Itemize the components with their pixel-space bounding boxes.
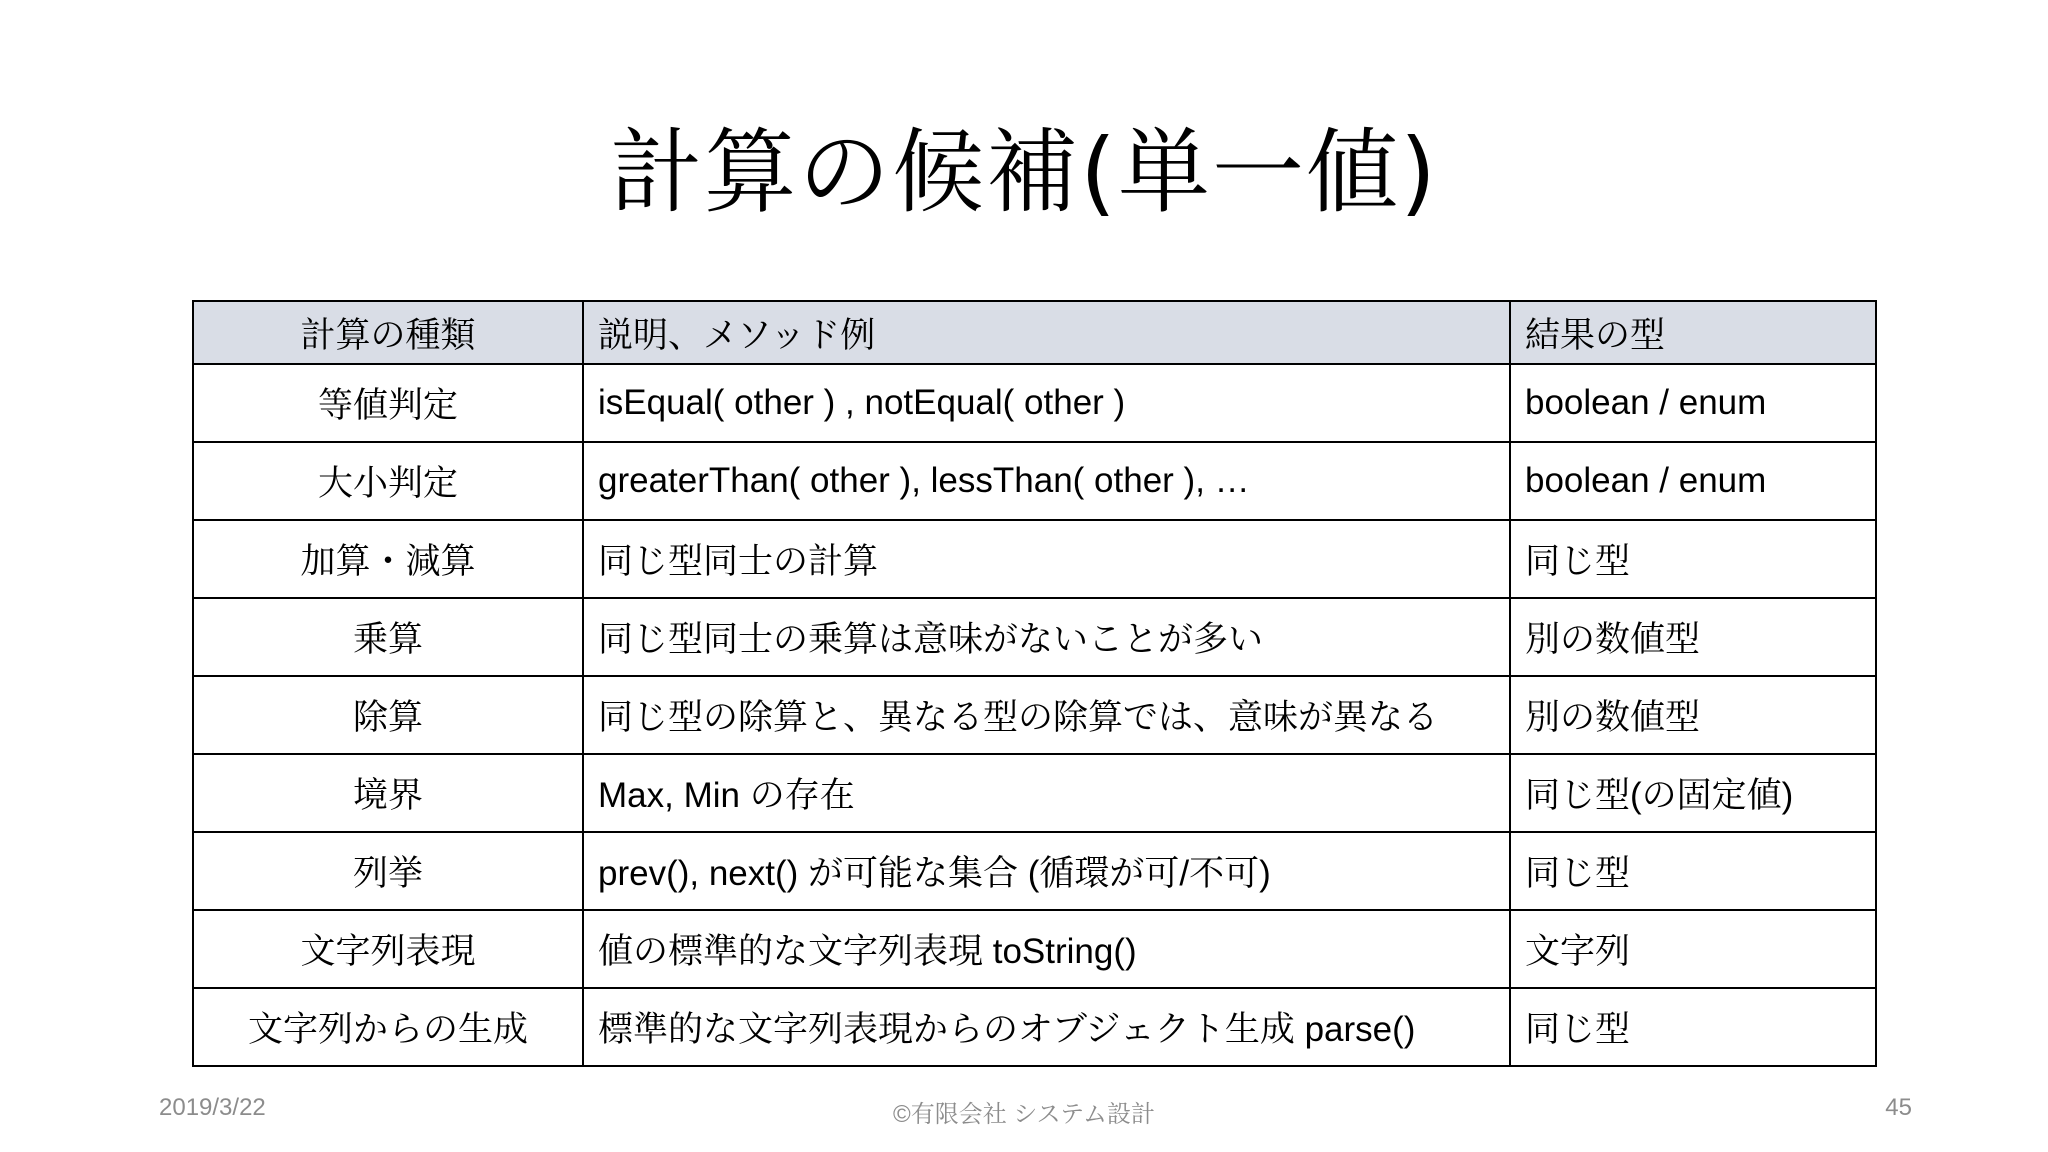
table-row — [193, 910, 1876, 988]
calc-type-cell: 文字列表現 — [193, 910, 583, 988]
calc-type-cell: 大小判定 — [193, 442, 583, 520]
header-calc-type: 計算の種類 — [193, 301, 583, 364]
description-cell: prev(), next() が可能な集合 (循環が可/不可) — [583, 832, 1510, 910]
description-cell: isEqual( other ) , notEqual( other ) — [583, 364, 1510, 442]
header-result-type: 結果の型 — [1510, 301, 1876, 364]
result-type-cell: 同じ型(の固定値) — [1510, 754, 1876, 832]
calc-type-cell: 等値判定 — [193, 364, 583, 442]
calc-type-cell: 除算 — [193, 676, 583, 754]
result-type-cell: 別の数値型 — [1510, 676, 1876, 754]
calc-type-cell: 列挙 — [193, 832, 583, 910]
description-cell: greaterThan( other ), lessThan( other ), … — [583, 442, 1510, 520]
header-description: 説明、メソッド例 — [583, 301, 1510, 364]
description-cell: 同じ型同士の計算 — [583, 520, 1510, 598]
table-header-row — [193, 301, 1876, 364]
footer-date: 2019/3/22 — [159, 1094, 266, 1121]
calculation-table — [192, 300, 1877, 1067]
result-type-cell: 同じ型 — [1510, 988, 1876, 1066]
description-cell: 同じ型の除算と、異なる型の除算では、意味が異なる — [583, 676, 1510, 754]
result-type-cell: 別の数値型 — [1510, 598, 1876, 676]
description-cell: Max, Min の存在 — [583, 754, 1510, 832]
description-cell: 標準的な文字列表現からのオブジェクト生成 parse() — [583, 988, 1510, 1066]
table-row — [193, 988, 1876, 1066]
calc-type-cell: 加算・減算 — [193, 520, 583, 598]
table-row — [193, 598, 1876, 676]
result-type-cell: 同じ型 — [1510, 832, 1876, 910]
calc-type-cell: 文字列からの生成 — [193, 988, 583, 1066]
calc-type-cell: 境界 — [193, 754, 583, 832]
table-row — [193, 676, 1876, 754]
result-type-cell: boolean / enum — [1510, 364, 1876, 442]
table-row — [193, 442, 1876, 520]
table-row — [193, 754, 1876, 832]
description-cell: 値の標準的な文字列表現 toString() — [583, 910, 1510, 988]
footer-copyright: ©有限会社 システム設計 — [893, 1101, 1155, 1128]
table-row — [193, 364, 1876, 442]
description-cell: 同じ型同士の乗算は意味がないことが多い — [583, 598, 1510, 676]
result-type-cell: boolean / enum — [1510, 442, 1876, 520]
table-row — [193, 520, 1876, 598]
table-row — [193, 832, 1876, 910]
result-type-cell: 文字列 — [1510, 910, 1876, 988]
slide-title: 計算の候補(単一値) — [610, 119, 1438, 226]
calc-type-cell: 乗算 — [193, 598, 583, 676]
footer-page-number: 45 — [1885, 1094, 1912, 1121]
result-type-cell: 同じ型 — [1510, 520, 1876, 598]
